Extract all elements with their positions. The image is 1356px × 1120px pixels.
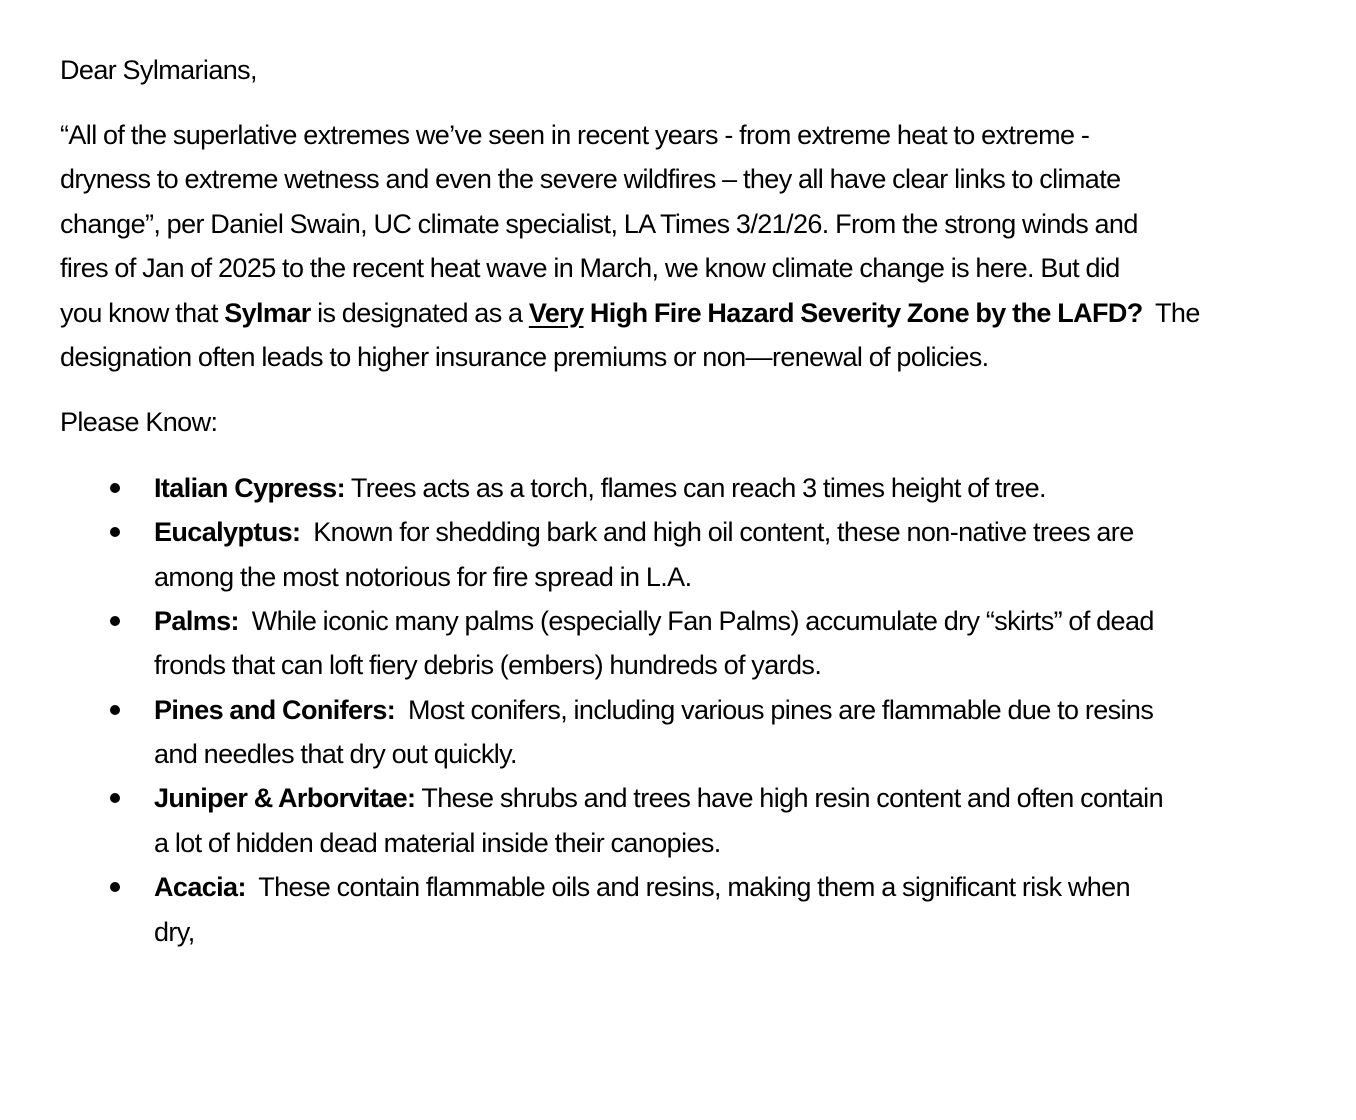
separator	[300, 517, 313, 547]
tree-list-item	[60, 776, 1300, 865]
letter-document	[60, 48, 1300, 954]
tree-description: and needles that dry out quickly.	[154, 739, 517, 770]
bullet-icon	[110, 793, 120, 803]
tree-description: Most conifers, including various pines are flammable due to resins	[407, 694, 1154, 725]
tree-line	[154, 865, 1300, 909]
separator	[239, 606, 252, 636]
greeting: Dear Sylmarians,	[60, 55, 257, 85]
tree-name: Acacia:	[154, 872, 246, 903]
bullet-icon	[110, 527, 120, 537]
tree-line	[154, 732, 1300, 776]
tree-line	[154, 688, 1300, 732]
bullet-icon	[110, 483, 120, 493]
separator	[246, 872, 258, 902]
flammable-trees-list	[60, 466, 1300, 954]
tree-description: While iconic many palms (especially Fan Palms) accumulate dry “skirts” of dead	[251, 605, 1154, 636]
tree-list-item	[60, 688, 1300, 777]
tree-description: Trees acts as a torch, flames can reach 3 times height of tree.	[350, 472, 1046, 503]
tree-line	[154, 510, 1300, 554]
tree-name: Juniper & Arborvitae:	[154, 783, 416, 814]
tree-name: Pines and Conifers:	[154, 694, 396, 725]
please-know-heading: Please Know:	[60, 407, 218, 438]
tree-line	[154, 599, 1300, 643]
intro-text: is designated as a	[310, 297, 529, 328]
intro-line: designation often leads to higher insurance premiums or non—renewal of policies.	[60, 341, 989, 372]
separator	[395, 695, 408, 725]
intro-line: “All of the superlative extremes we’ve seen in recent years - from extreme heat to extreme -	[60, 119, 1090, 150]
bullet-icon	[110, 616, 120, 626]
tree-description: among the most notorious for fire spread in L.A.	[154, 561, 692, 592]
tree-line	[154, 776, 1300, 820]
intro-line: fires of Jan of 2025 to the recent heat wave in March, we know climate change is here. But did	[60, 253, 1120, 284]
tree-description: These shrubs and trees have high resin content and often contain	[421, 783, 1163, 814]
intro-line	[60, 291, 1300, 335]
tree-description: a lot of hidden dead material inside their canopies.	[154, 827, 721, 858]
tree-name: Eucalyptus:	[154, 517, 301, 548]
tree-list-item	[60, 865, 1300, 954]
tree-description: fronds that can loft fiery debris (embers) hundreds of yards.	[154, 650, 822, 681]
tree-list-item	[60, 466, 1300, 510]
intro-line: change”, per Daniel Swain, UC climate specialist, LA Times 3/21/26. From the strong winds and	[60, 208, 1138, 239]
bullet-icon	[110, 882, 120, 892]
tree-description: These contain flammable oils and resins, making them a significant risk when	[258, 872, 1131, 903]
tree-line	[154, 555, 1300, 599]
hazard-zone-emphasis	[529, 298, 1143, 328]
tree-line	[154, 910, 1300, 954]
intro-text: you know that	[60, 297, 225, 328]
very-underlined: Very	[528, 297, 584, 328]
tree-list-item	[60, 599, 1300, 688]
bullet-icon	[110, 705, 120, 715]
intro-line: dryness to extreme wetness and even the severe wildfires – they all have clear links to climate	[60, 164, 1121, 195]
tree-line	[154, 643, 1300, 687]
tree-line	[154, 466, 1300, 510]
intro-text: The	[1142, 297, 1200, 328]
tree-name: Palms:	[154, 605, 239, 636]
tree-description: dry,	[154, 916, 195, 947]
tree-list-item	[60, 510, 1300, 599]
sylmar-emphasis: Sylmar	[224, 297, 311, 328]
hazard-zone-text: High Fire Hazard Severity Zone by the LAFD?	[583, 297, 1143, 328]
intro-paragraph	[60, 113, 1300, 379]
tree-line	[154, 821, 1300, 865]
tree-description: Known for shedding bark and high oil content, these non-native trees are	[313, 517, 1134, 548]
tree-name: Italian Cypress:	[154, 472, 345, 503]
